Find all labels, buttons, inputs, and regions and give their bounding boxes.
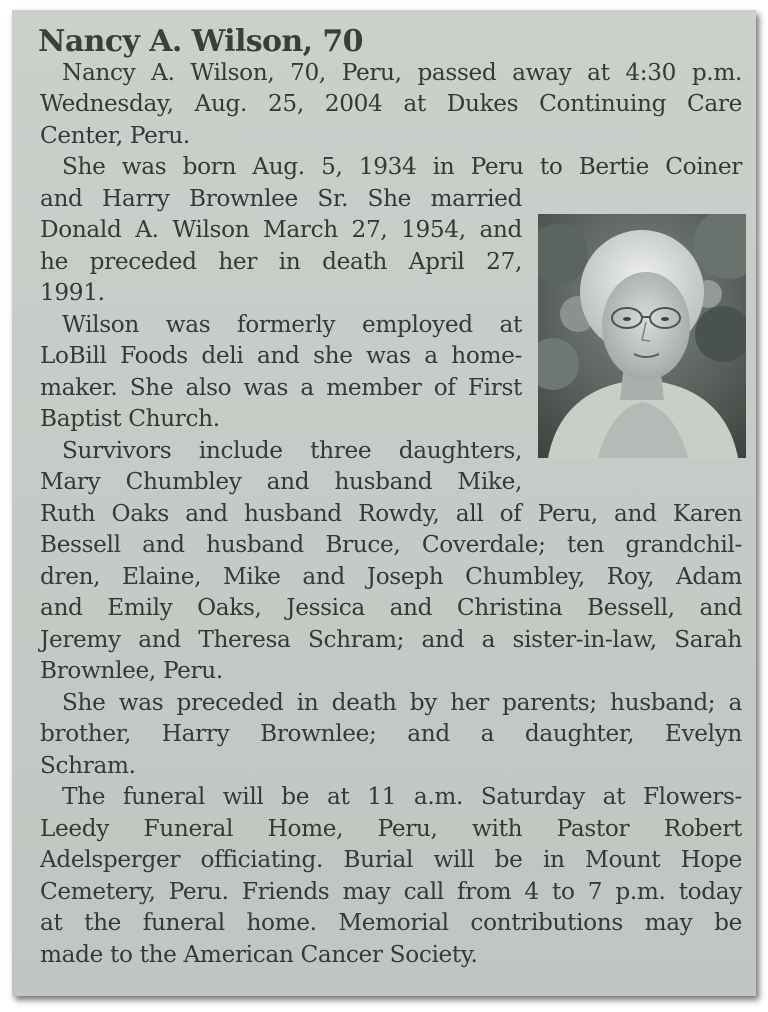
obituary-text-line: Baptist Church.: [40, 405, 220, 432]
obituary-text-line: Bessell and husband Bruce, Coverdale; ten grandchil-: [40, 531, 742, 558]
obituary-text-line: She was born Aug. 5, 1934 in Peru to Bertie Coiner: [62, 153, 742, 180]
obituary-text-line: he preceded her in death April 27,: [40, 248, 522, 275]
obituary-text-line: Center, Peru.: [40, 122, 190, 149]
obituary-text-line: 1991.: [40, 279, 105, 306]
obituary-text-line: Adelsperger officiating. Burial will be in Mount Hope: [40, 846, 742, 873]
obituary-text-line: Survivors include three daughters,: [62, 437, 522, 464]
obituary-text-line: brother, Harry Brownlee; and a daughter, Evelyn: [40, 720, 742, 747]
obituary-text-line: Mary Chumbley and husband Mike,: [40, 468, 522, 495]
obituary-text-line: LoBill Foods deli and she was a home-: [40, 342, 522, 369]
obituary-text-line: and Harry Brownlee Sr. She married: [40, 185, 522, 212]
obituary-text-line: maker. She also was a member of First: [40, 374, 522, 401]
obituary-text-line: Leedy Funeral Home, Peru, with Pastor Robert: [40, 815, 742, 842]
obituary-text-line: Nancy A. Wilson, 70, Peru, passed away at 4:30 p.m.: [62, 59, 742, 86]
obituary-text-line: Brownlee, Peru.: [40, 657, 223, 684]
obituary-text-line: and Emily Oaks, Jessica and Christina Bessell, and: [40, 594, 742, 621]
obituary-text-line: Ruth Oaks and husband Rowdy, all of Peru, and Karen: [40, 500, 742, 527]
obituary-text-line: Wednesday, Aug. 25, 2004 at Dukes Continuing Care: [40, 90, 742, 117]
obituary-headline: Nancy A. Wilson, 70: [38, 24, 363, 59]
obituary-text-line: Jeremy and Theresa Schram; and a sister-in-law, Sarah: [40, 626, 742, 653]
portrait-photo: [538, 214, 746, 458]
obituary-text-line: She was preceded in death by her parents; husband; a: [62, 689, 742, 716]
obituary-text-line: dren, Elaine, Mike and Joseph Chumbley, Roy, Adam: [40, 563, 742, 590]
obituary-text-line: Donald A. Wilson March 27, 1954, and: [40, 216, 522, 243]
obituary-text-line: Schram.: [40, 752, 136, 779]
obituary-text-line: at the funeral home. Memorial contributions may be: [40, 909, 742, 936]
obituary-text-line: The funeral will be at 11 a.m. Saturday at Flowers-: [62, 783, 742, 810]
obituary-text-line: Cemetery, Peru. Friends may call from 4 to 7 p.m. today: [40, 878, 742, 905]
newspaper-clipping: [12, 10, 756, 996]
obituary-text-line: Wilson was formerly employed at: [62, 311, 522, 338]
obituary-text-line: made to the American Cancer Society.: [40, 941, 478, 968]
